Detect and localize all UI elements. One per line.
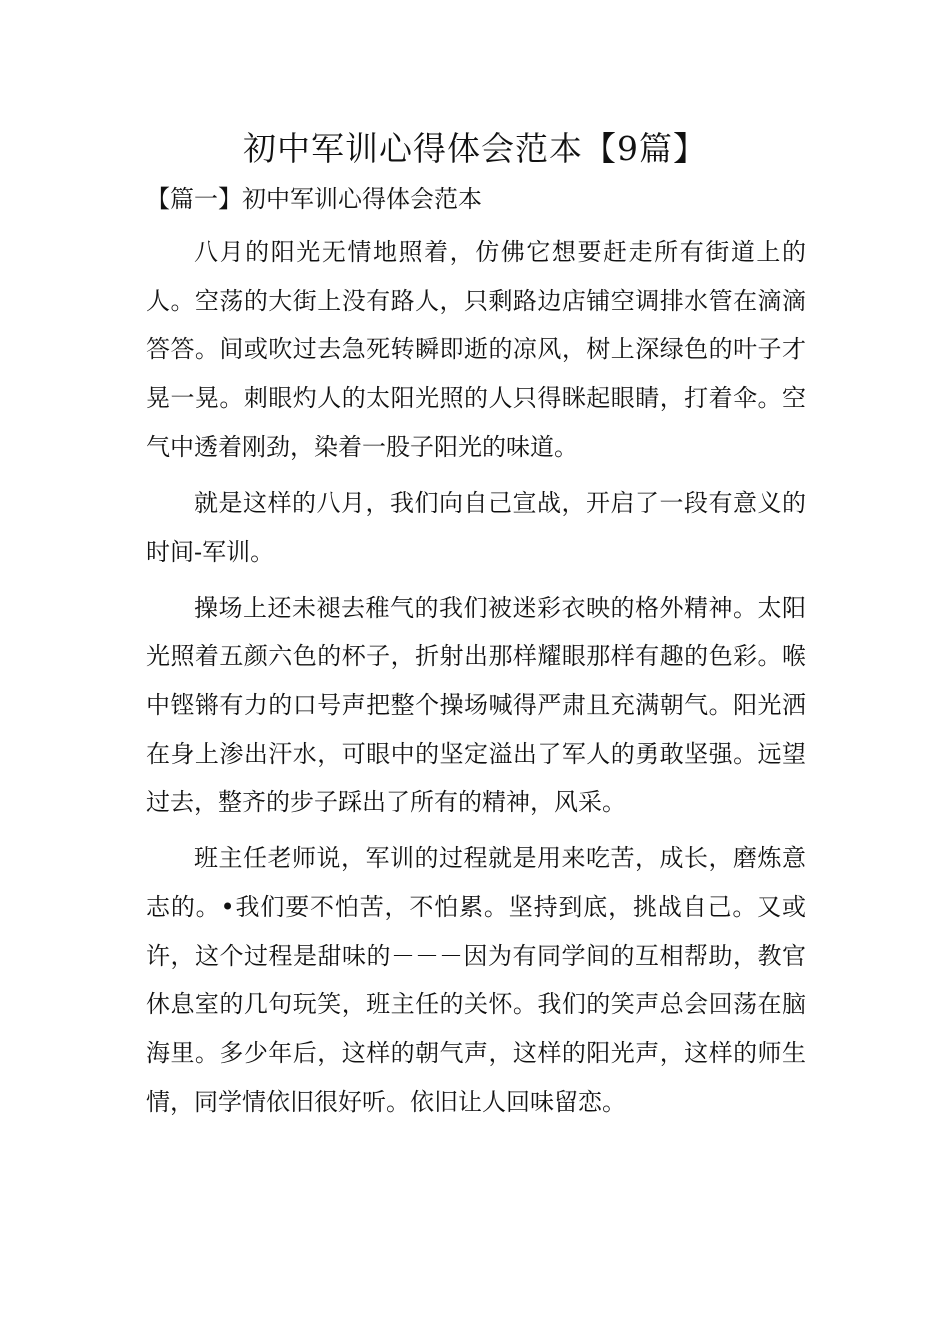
paragraph-1: 八月的阳光无情地照着，仿佛它想要赶走所有街道上的人。空荡的大街上没有路人，只剩路边店铺空调排水管在滴滴答答。间或吹过去急死转瞬即逝的凉风，树上深绿色的叶子才晃一晃。刺眼灼人的太阳光照的人只得眯起眼睛，打着伞。空气中透着刚劲，染着一股子阳光的味道。 (146, 238, 806, 461)
paragraph-2: 就是这样的八月，我们向自己宣战，开启了一段有意义的时间-军训。 (146, 488, 806, 566)
paragraph-3: 操场上还未褪去稚气的我们被迷彩衣映的格外精神。太阳光照着五颜六色的杯子，折射出那样耀眼那样有趣的色彩。喉中铿锵有力的口号声把整个操场喊得严肃且充满朝气。阳光洒在身上渗出汗水，可眼中的坚定溢出了军人的勇敢坚强。远望过去，整齐的步子踩出了所有的精神，风采。 (146, 593, 806, 817)
document-body (146, 228, 806, 1134)
paragraph-4: 班主任老师说，军训的过程就是用来吃苦，成长，磨炼意志的。•我们要不怕苦，不怕累。坚持到底，挑战自己。又或许，这个过程是甜味的－－－因为有同学间的互相帮助，教官休息室的几句玩笑，班主任的关怀。我们的笑声总会回荡在脑海里。多少年后，这样的朝气声，这样的阳光声，这样的师生情，同学情依旧很好听。依旧让人回味留恋。 (146, 844, 806, 1116)
section-heading: 【篇一】初中军训心得体会范本 (146, 185, 482, 213)
document-title: 初中军训心得体会范本【9篇】 (243, 129, 707, 168)
